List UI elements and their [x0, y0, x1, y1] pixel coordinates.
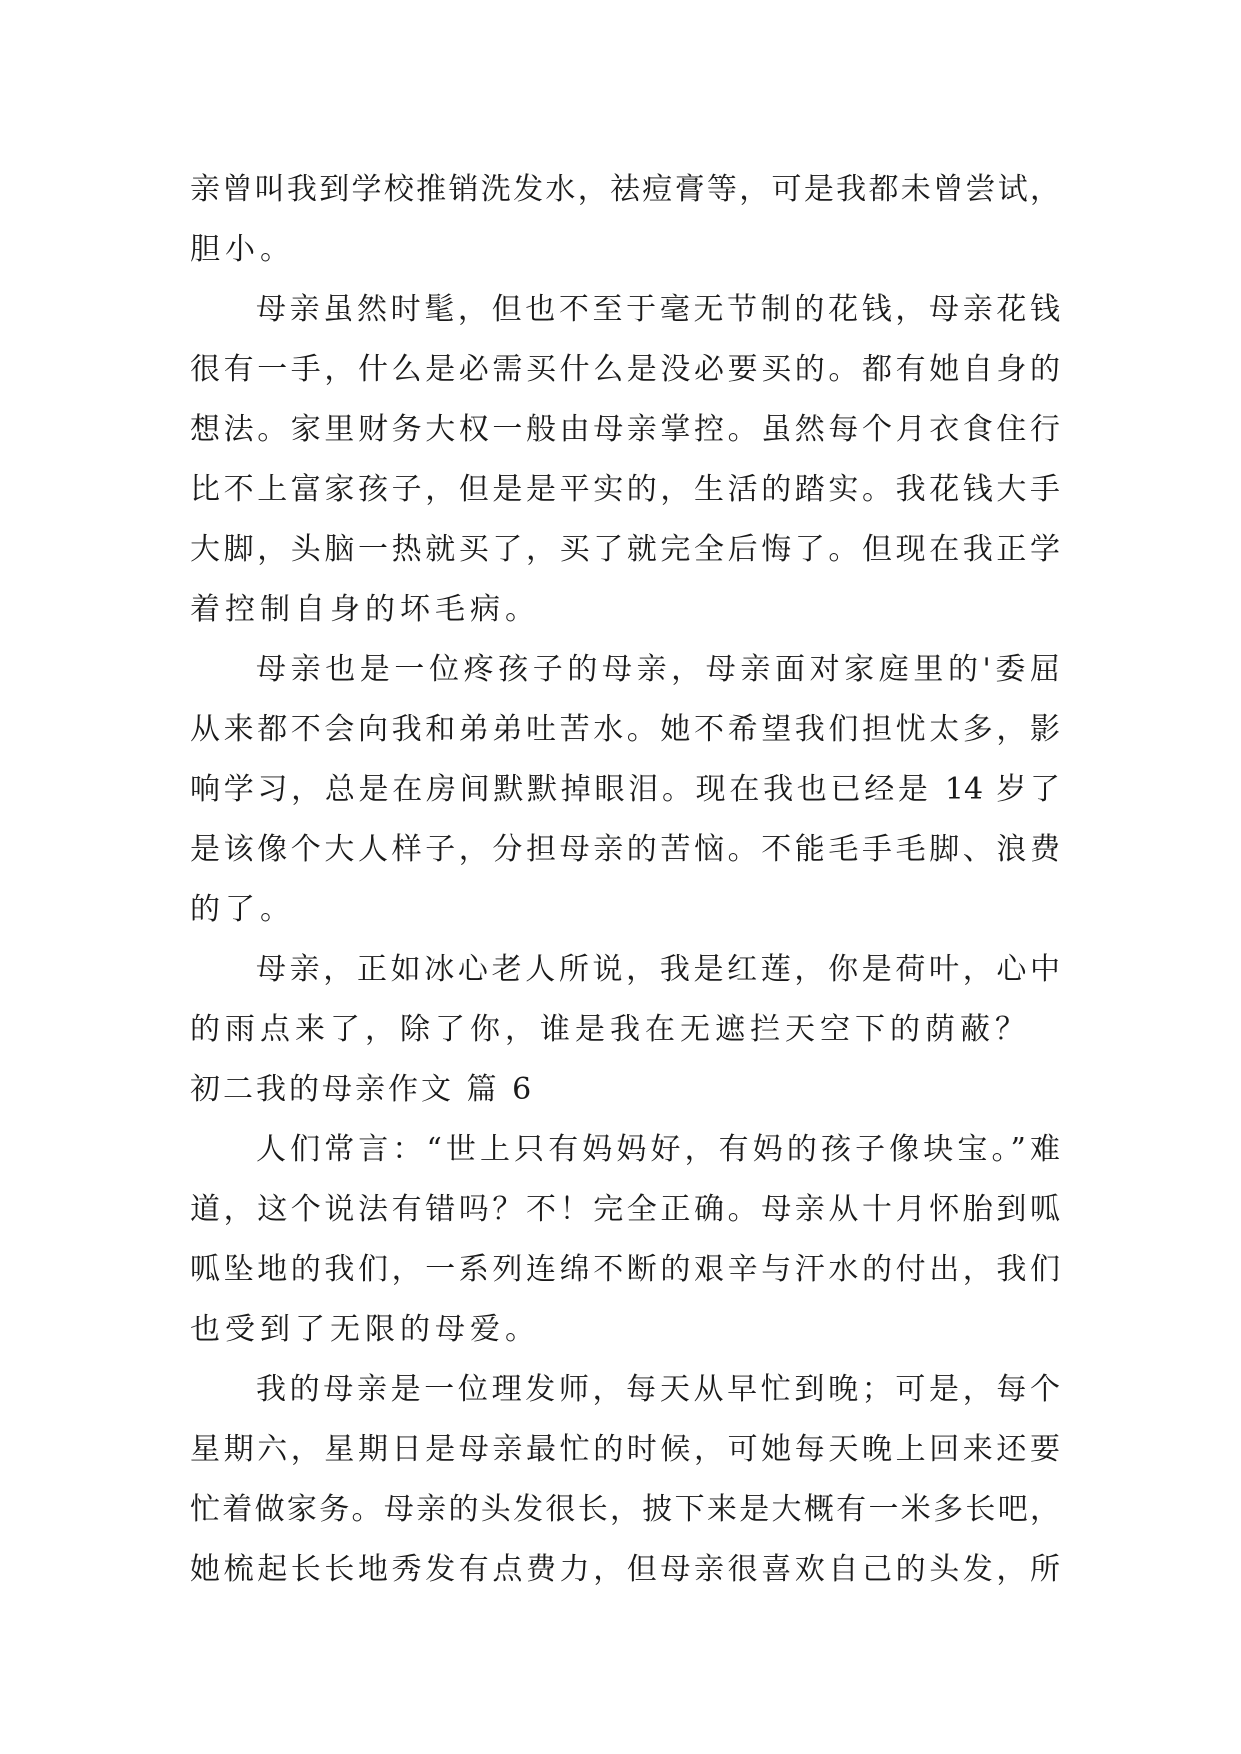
text-line: 她梳起长长地秀发有点费力，但母亲很喜欢自己的头发，所: [190, 1552, 1060, 1587]
text-line: 比不上富家孩子，但是是平实的，生活的踏实。我花钱大手: [190, 472, 1060, 507]
section-heading: 初二我的母亲作文 篇 6: [190, 1072, 535, 1107]
text-line: 很有一手，什么是必需买什么是没必要买的。都有她自身的: [190, 352, 1060, 387]
text-line: 胆小。: [190, 232, 295, 267]
text-line: 的雨点来了，除了你，谁是我在无遮拦天空下的荫蔽？: [190, 1012, 1030, 1047]
paragraph-first-line: 我的母亲是一位理发师，每天从早忙到晚；可是，每个: [256, 1372, 1060, 1407]
document-body: [190, 160, 1060, 1600]
paragraph-first-line: 母亲也是一位疼孩子的母亲，母亲面对家庭里的'委屈: [256, 652, 1060, 687]
text-line: 是该像个大人样子，分担母亲的苦恼。不能毛手毛脚、浪费: [190, 832, 1060, 867]
text-line: 大脚，头脑一热就买了，买了就完全后悔了。但现在我正学: [190, 532, 1060, 567]
text-line: 呱坠地的我们，一系列连绵不断的艰辛与汗水的付出，我们: [190, 1252, 1060, 1287]
text-line: 也受到了无限的母爱。: [190, 1312, 540, 1347]
paragraph-first-line: 母亲虽然时髦，但也不至于毫无节制的花钱，母亲花钱: [256, 292, 1060, 327]
paragraph-first-line: 人们常言：“世上只有妈妈好，有妈的孩子像块宝。”难: [256, 1132, 1060, 1167]
text-line: 道，这个说法有错吗？不！完全正确。母亲从十月怀胎到呱: [190, 1192, 1060, 1227]
text-line: 从来都不会向我和弟弟吐苦水。她不希望我们担忧太多，影: [190, 712, 1060, 747]
text-line: 响学习，总是在房间默默掉眼泪。现在我也已经是 14 岁了: [190, 772, 1060, 807]
text-line: 忙着做家务。母亲的头发很长，披下来是大概有一米多长吧，: [190, 1492, 1060, 1527]
text-line: 星期六，星期日是母亲最忙的时候，可她每天晚上回来还要: [190, 1432, 1060, 1467]
text-line: 想法。家里财务大权一般由母亲掌控。虽然每个月衣食住行: [190, 412, 1060, 447]
text-line: 着控制自身的坏毛病。: [190, 592, 540, 627]
text-line: 的了。: [190, 892, 295, 927]
paragraph-first-line: 母亲，正如冰心老人所说，我是红莲，你是荷叶，心中: [256, 952, 1060, 987]
text-line: 亲曾叫我到学校推销洗发水，祛痘膏等，可是我都未曾尝试，: [190, 172, 1060, 207]
